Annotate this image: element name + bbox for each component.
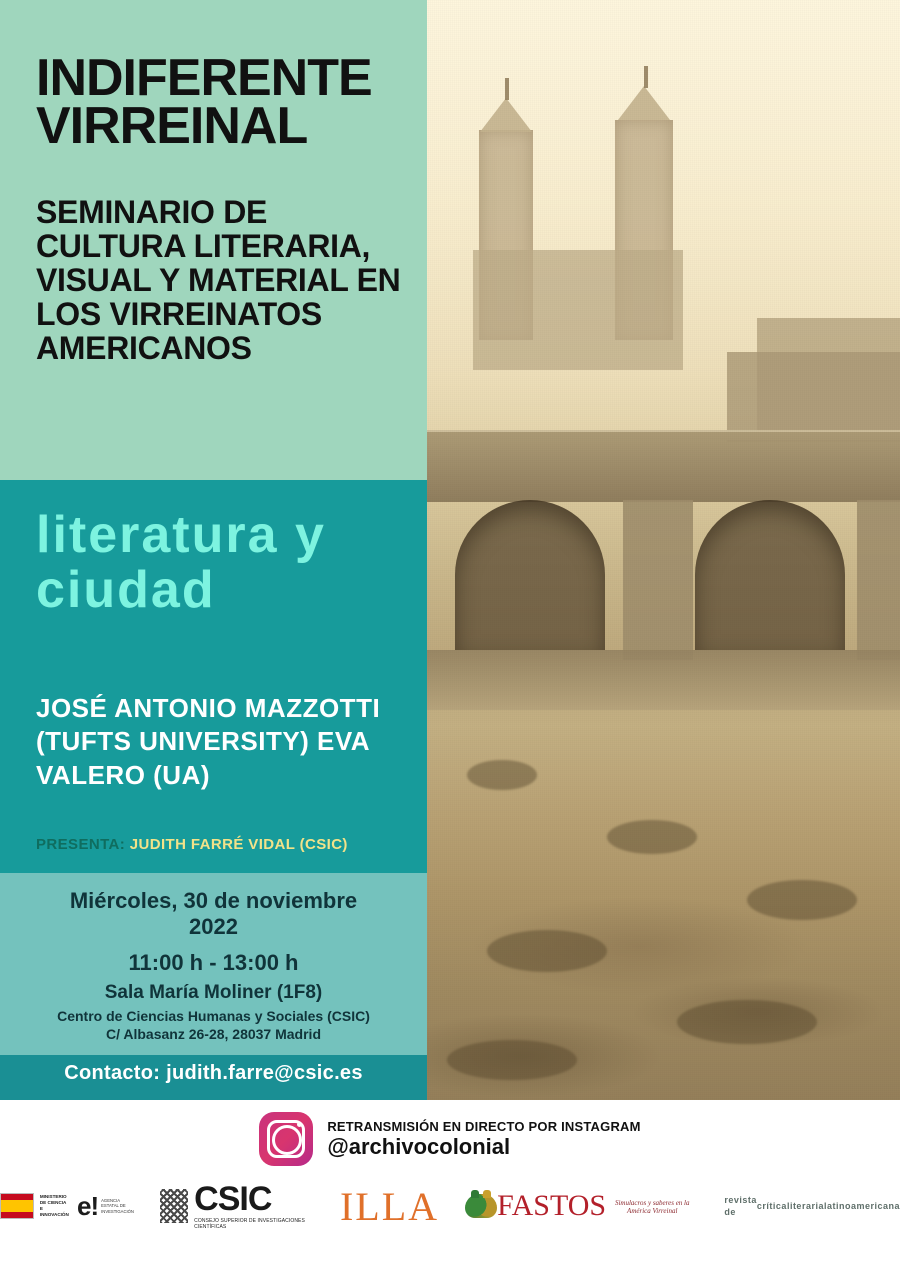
photo-grain-texture [427, 0, 900, 1100]
event-date: Miércoles, 30 de noviembre [69, 888, 358, 913]
event-center: Centro de Ciencias Humanas y Sociales (CSIC) [57, 1007, 370, 1024]
presenter-label: PRESENTA: [36, 836, 126, 853]
aei-lines: AGENCIA ESTATAL DE INVESTIGACIÓN [101, 1197, 134, 1214]
speakers-list: JOSÉ ANTONIO MAZZOTTI (TUFTS UNIVERSITY) EVA VALERO (UA) [36, 693, 381, 790]
logo-revista [724, 1194, 900, 1218]
jaguar-icon [465, 1194, 497, 1218]
logo-illa [340, 1183, 439, 1230]
fastos-wordmark: FASTOS [497, 1189, 607, 1222]
instagram-handle[interactable]: @archivocolonial [327, 1133, 511, 1159]
schedule-block [0, 888, 427, 1042]
csic-emblem-icon [160, 1189, 188, 1223]
event-time: 11:00 h - 13:00 h [128, 949, 299, 975]
illa-wordmark: ILLA [339, 1183, 440, 1229]
csic-tagline: CONSEJO SUPERIOR DE INVESTIGACIONES CIENTÍFICAS [194, 1218, 305, 1230]
revista-line-2: crítica [756, 1200, 787, 1211]
poster-title: INDIFERENTE VIRREINAL [36, 49, 372, 156]
logo-strip [0, 1182, 900, 1230]
instagram-icon[interactable] [259, 1112, 313, 1166]
fastos-tagline: Simulacros y saberes en la América Virreinal [614, 1199, 690, 1215]
instagram-row [0, 1112, 900, 1166]
instagram-frame [267, 1120, 305, 1158]
csic-text [194, 1182, 314, 1230]
event-room: Sala María Moliner (1F8) [104, 981, 323, 1003]
aei-mark-group [77, 1191, 134, 1222]
spain-flag-icon [0, 1193, 34, 1219]
poster-footer [0, 1100, 900, 1273]
revista-line-1: revista de [724, 1194, 757, 1217]
presenter-name: JUDITH FARRÉ VIDAL (CSIC) [129, 836, 348, 853]
ministerio-lines: MINISTERIO DE CIENCIA E INNOVACIÓN [39, 1193, 69, 1218]
presenter-line [36, 836, 426, 853]
event-year: 2022 [189, 913, 238, 939]
poster-theme: literatura y ciudad [36, 506, 326, 619]
csic-wordmark: CSIC [194, 1180, 272, 1218]
historic-photograph [427, 0, 900, 1100]
aei-mark: e! [77, 1190, 99, 1221]
instagram-caption: RETRANSMISIÓN EN DIRECTO POR INSTAGRAM [327, 1118, 641, 1134]
revista-line-4: latinoamericana [823, 1200, 900, 1211]
instagram-text [327, 1119, 640, 1160]
event-address: C/ Albasanz 26-28, 28037 Madrid [105, 1025, 322, 1042]
logo-ministerio [0, 1191, 134, 1222]
poster-subtitle: SEMINARIO DE CULTURA LITERARIA, VISUAL Y MATERIAL EN LOS VIRREINATOS AMERICANOS [36, 194, 401, 366]
contact-email[interactable]: Contacto: judith.farre@csic.es [64, 1062, 363, 1084]
logo-csic [160, 1182, 314, 1230]
revista-line-3: literaria [786, 1200, 824, 1211]
logo-fastos [465, 1191, 698, 1221]
